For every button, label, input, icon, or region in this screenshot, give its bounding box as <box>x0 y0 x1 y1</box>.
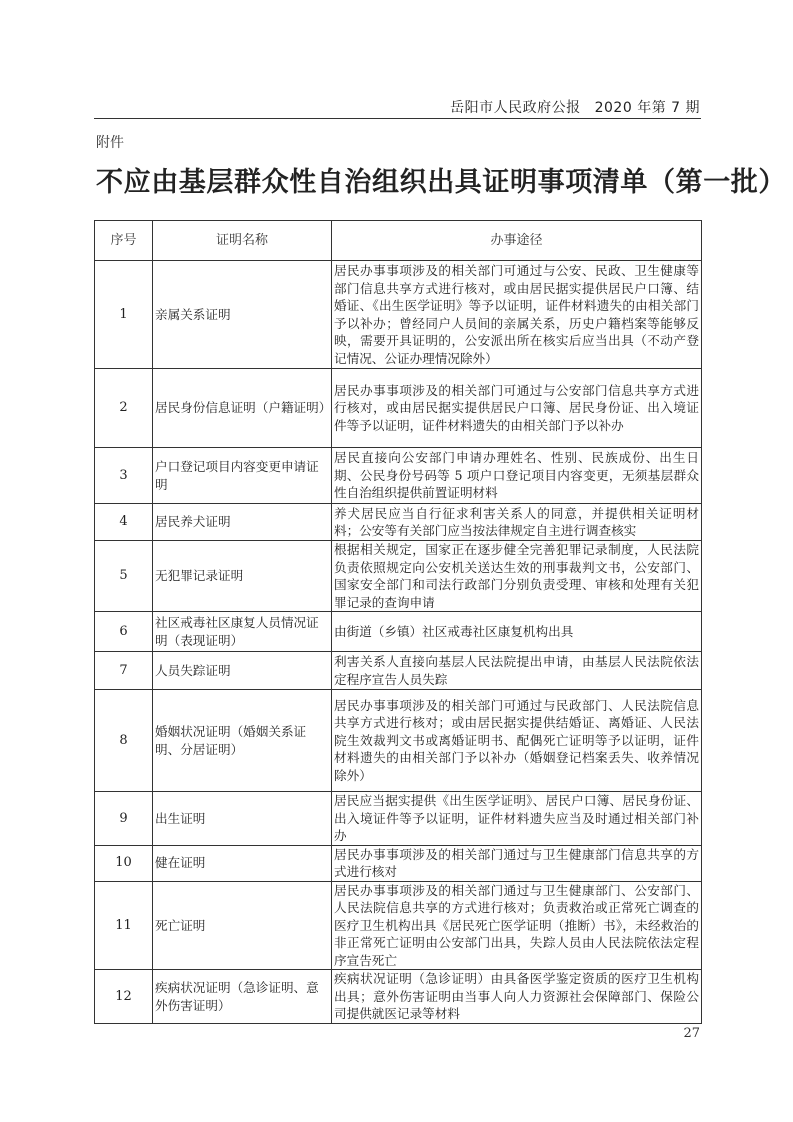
row-number: 11 <box>95 881 153 970</box>
table-row <box>95 652 702 690</box>
certificate-name: 出生证明 <box>153 792 332 846</box>
table-header-row <box>95 221 702 261</box>
certificate-name: 婚姻状况证明（婚姻关系证明、分居证明） <box>153 690 332 792</box>
table-row <box>95 504 702 541</box>
certificate-name: 健在证明 <box>153 845 332 881</box>
certificate-name: 亲属关系证明 <box>153 261 332 369</box>
running-head <box>94 97 700 117</box>
row-number: 10 <box>95 845 153 881</box>
handling-path: 疾病状况证明（急诊证明）由具备医学鉴定资质的医疗卫生机构出具；意外伤害证明由当事人向人力资源社会保障部门、保险公司提供就医记录等材料 <box>332 970 702 1024</box>
row-number: 1 <box>95 261 153 369</box>
row-number: 9 <box>95 792 153 846</box>
handling-path: 居民办事事项涉及的相关部门可通过与民政部门、人民法院信息共享方式进行核对；或由居民据实提供结婚证、离婚证、人民法院生效裁判文书或离婚证明书、配偶死亡证明等予以证明，证件材料遗失的由相关部门予以补办（婚姻登记档案丢失、收养情况除外） <box>332 690 702 792</box>
table-row <box>95 970 702 1024</box>
table-row <box>95 845 702 881</box>
column-header-path: 办事途径 <box>332 221 702 261</box>
certificate-name: 死亡证明 <box>153 881 332 970</box>
row-number: 12 <box>95 970 153 1024</box>
handling-path: 居民直接向公安部门申请办理姓名、性别、民族成份、出生日期、公民身份号码等 5 项户口登记项目内容变更，无须基层群众性自治组织提供前置证明材料 <box>332 448 702 504</box>
row-number: 2 <box>95 369 153 448</box>
row-number: 4 <box>95 504 153 541</box>
handling-path: 居民办事事项涉及的相关部门可通过与公安部门信息共享方式进行核对，或由居民据实提供居民户口簿、居民身份证、出入境证件等予以证明，证件材料遗失的由相关部门予以补办 <box>332 369 702 448</box>
row-number: 7 <box>95 652 153 690</box>
certificate-list-table <box>94 220 702 1024</box>
certificate-name: 社区戒毒社区康复人员情况证明（表现证明） <box>153 612 332 652</box>
handling-path: 根据相关规定，国家正在逐步健全完善犯罪记录制度，人民法院负责依照规定向公安机关送达生效的刑事裁判文书，公安部门、国家安全部门和司法行政部门分别负责受理、审核和处理有关犯罪记录的查询申请 <box>332 541 702 612</box>
issue-label: 2020 年第 7 期 <box>594 100 700 116</box>
handling-path: 居民办事事项涉及的相关部门可通过与公安、民政、卫生健康等部门信息共享方式进行核对，或由居民据实提供居民户口簿、结婚证、《出生医学证明》等予以证明，证件材料遗失的由相关部门予以补办；曾经同户人员间的亲属关系，历史户籍档案等能够反映，需要开具证明的，公安派出所在核实后应当出具（不动产登记情况、公证办理情况除外） <box>332 261 702 369</box>
certificate-name: 人员失踪证明 <box>153 652 332 690</box>
column-header-name: 证明名称 <box>153 221 332 261</box>
table-row <box>95 612 702 652</box>
document-title: 不应由基层群众性自治组织出具证明事项清单（第一批） <box>96 167 786 198</box>
publication-name: 岳阳市人民政府公报 <box>450 100 581 116</box>
table-row <box>95 690 702 792</box>
table-row <box>95 792 702 846</box>
handling-path: 居民应当据实提供《出生医学证明》、居民户口簿、居民身份证、出入境证件等予以证明，证件材料遗失应当及时通过相关部门补办 <box>332 792 702 846</box>
certificate-name: 居民身份信息证明（户籍证明） <box>153 369 332 448</box>
row-number: 5 <box>95 541 153 612</box>
handling-path: 居民办事事项涉及的相关部门通过与卫生健康部门信息共享的方式进行核对 <box>332 845 702 881</box>
handling-path: 养犬居民应当自行征求利害关系人的同意，并提供相关证明材料；公安等有关部门应当按法律规定自主进行调查核实 <box>332 504 702 541</box>
table-row <box>95 448 702 504</box>
page-number: 27 <box>683 1026 700 1041</box>
table-row <box>95 369 702 448</box>
row-number: 6 <box>95 612 153 652</box>
certificate-name: 无犯罪记录证明 <box>153 541 332 612</box>
certificate-name: 居民养犬证明 <box>153 504 332 541</box>
attachment-label: 附件 <box>96 135 124 151</box>
certificate-name: 户口登记项目内容变更申请证明 <box>153 448 332 504</box>
header-rule <box>94 118 701 119</box>
certificate-name: 疾病状况证明（急诊证明、意外伤害证明） <box>153 970 332 1024</box>
handling-path: 由街道（乡镇）社区戒毒社区康复机构出具 <box>332 612 702 652</box>
column-header-number: 序号 <box>95 221 153 261</box>
row-number: 3 <box>95 448 153 504</box>
row-number: 8 <box>95 690 153 792</box>
table-row <box>95 261 702 369</box>
handling-path: 利害关系人直接向基层人民法院提出申请，由基层人民法院依法定程序宣告人员失踪 <box>332 652 702 690</box>
handling-path: 居民办事事项涉及的相关部门通过与卫生健康部门、公安部门、人民法院信息共享的方式进行核对；负责救治或正常死亡调查的医疗卫生机构出具《居民死亡医学证明（推断）书》，未经救治的非正常死亡证明由公安部门出具，失踪人员由人民法院依法定程序宣告死亡 <box>332 881 702 970</box>
table-row <box>95 541 702 612</box>
table-row <box>95 881 702 970</box>
